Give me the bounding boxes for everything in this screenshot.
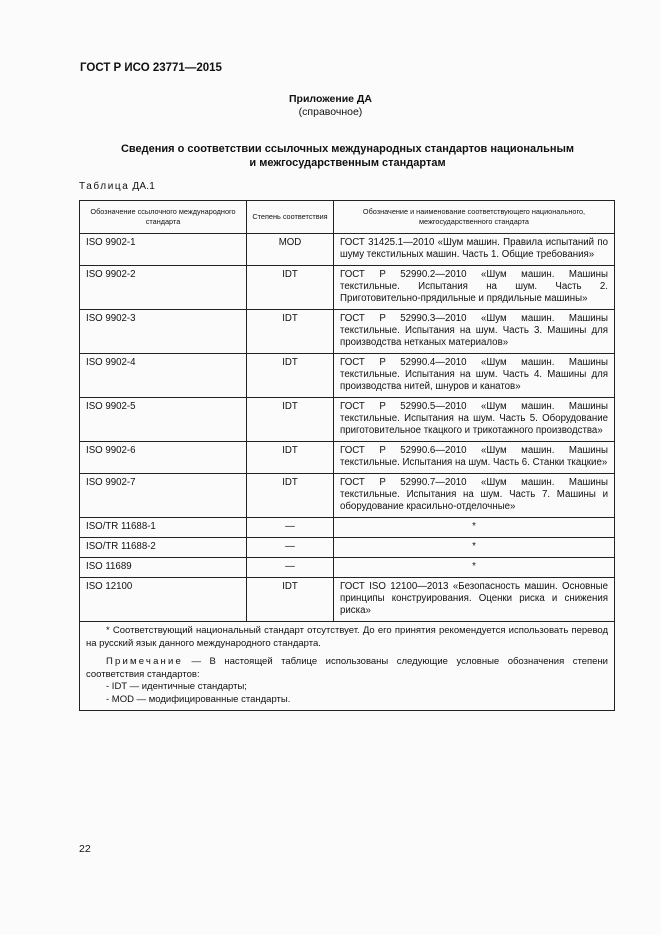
- note-item-idt: - IDT — идентичные стандарты;: [106, 681, 247, 692]
- standards-table: [79, 200, 615, 711]
- cell-degree: IDT: [247, 310, 334, 354]
- table-row: [80, 558, 615, 578]
- cell-degree: MOD: [247, 234, 334, 266]
- section-heading: [80, 142, 615, 170]
- cell-degree: IDT: [247, 354, 334, 398]
- cell-international-standard: ISO 11689: [80, 558, 247, 578]
- cell-international-standard: ISO 9902-6: [80, 442, 247, 474]
- cell-international-standard: ISO 9902-3: [80, 310, 247, 354]
- cell-degree: —: [247, 518, 334, 538]
- table-row: [80, 234, 615, 266]
- cell-national-standard: ГОСТ 31425.1—2010 «Шум машин. Правила испытаний по шуму текстильных машин. Часть 1. Общие требования»: [334, 234, 615, 266]
- note-item-mod: - MOD — модифицированные стандарты.: [106, 693, 291, 705]
- table-notes-cell: [80, 622, 615, 711]
- cell-international-standard: ISO/TR 11688-2: [80, 538, 247, 558]
- cell-national-standard: ГОСТ Р 52990.5—2010 «Шум машин. Машины текстильные. Испытания на шум. Часть 5. Оборудование приготовительное ткацкого и трикотажного производства»: [334, 398, 615, 442]
- document-code: ГОСТ Р ИСО 23771—2015: [80, 62, 222, 74]
- cell-degree: IDT: [247, 398, 334, 442]
- table-row: [80, 354, 615, 398]
- note-text: — В настоящей таблице использованы следующие условные обозначения степени соответствия стандартов:: [86, 656, 608, 680]
- column-header-degree: Степень соответствия: [247, 201, 334, 234]
- cell-degree: IDT: [247, 578, 334, 622]
- annex-heading: [0, 93, 661, 119]
- cell-international-standard: ISO/TR 11688-1: [80, 518, 247, 538]
- table-row: [80, 310, 615, 354]
- cell-national-standard: ГОСТ Р 52990.7—2010 «Шум машин. Машины текстильные. Испытания на шум. Часть 7. Машины и оборудование красильно-отделочные»: [334, 474, 615, 518]
- cell-international-standard: ISO 9902-5: [80, 398, 247, 442]
- cell-degree: IDT: [247, 442, 334, 474]
- cell-national-standard: ГОСТ ISO 12100—2013 «Безопасность машин. Основные принципы конструирования. Оценки риска и снижения риска»: [334, 578, 615, 622]
- cell-international-standard: ISO 9902-4: [80, 354, 247, 398]
- table-caption: [79, 181, 155, 192]
- footnote: * Соответствующий национальный стандарт отсутствует. До его принятия рекомендуется использовать перевод на русский язык данного международного стандарта.: [86, 625, 608, 649]
- annex-title: Приложение ДА: [289, 93, 372, 105]
- cell-national-standard: ГОСТ Р 52990.6—2010 «Шум машин. Машины текстильные. Испытания на шум. Часть 6. Станки ткацкие»: [334, 442, 615, 474]
- note: [86, 656, 608, 681]
- cell-international-standard: ISO 9902-2: [80, 266, 247, 310]
- table-caption-label: Таблица: [79, 181, 130, 192]
- column-header-national-standard: Обозначение и наименование соответствующего национального, межгосударственного стандарта: [334, 201, 615, 234]
- table-header-row: [80, 201, 615, 234]
- column-header-international-standard: Обозначение ссылочного международного стандарта: [80, 201, 247, 234]
- table-row: [80, 518, 615, 538]
- cell-degree: —: [247, 538, 334, 558]
- table-row: [80, 442, 615, 474]
- page-number: 22: [79, 843, 91, 855]
- table-notes-row: [80, 622, 615, 711]
- table-caption-number: ДА.1: [132, 181, 155, 192]
- cell-international-standard: ISO 9902-7: [80, 474, 247, 518]
- cell-national-standard: ГОСТ Р 52990.3—2010 «Шум машин. Машины текстильные. Испытания на шум. Часть 3. Машины для производства нетканых материалов»: [334, 310, 615, 354]
- cell-national-standard: *: [334, 518, 615, 538]
- cell-national-standard: ГОСТ Р 52990.4—2010 «Шум машин. Машины текстильные. Испытания на шум. Часть 4. Машины для производства нитей, шнуров и канатов»: [334, 354, 615, 398]
- cell-national-standard: *: [334, 538, 615, 558]
- table-row: [80, 538, 615, 558]
- note-label: Примечание: [106, 656, 183, 667]
- cell-degree: IDT: [247, 474, 334, 518]
- section-heading-line-1: Сведения о соответствии ссылочных международных стандартов национальным: [120, 143, 575, 155]
- cell-international-standard: ISO 9902-1: [80, 234, 247, 266]
- section-heading-line-2: и межгосударственным стандартам: [249, 157, 446, 169]
- table-row: [80, 578, 615, 622]
- cell-national-standard: ГОСТ Р 52990.2—2010 «Шум машин. Машины текстильные. Испытания на шум. Часть 2. Приготовительно-прядильные и прядильные машины»: [334, 266, 615, 310]
- annex-status: (справочное): [298, 106, 363, 118]
- cell-national-standard: *: [334, 558, 615, 578]
- table-row: [80, 474, 615, 518]
- cell-degree: IDT: [247, 266, 334, 310]
- cell-international-standard: ISO 12100: [80, 578, 247, 622]
- cell-degree: —: [247, 558, 334, 578]
- table-row: [80, 266, 615, 310]
- table-row: [80, 398, 615, 442]
